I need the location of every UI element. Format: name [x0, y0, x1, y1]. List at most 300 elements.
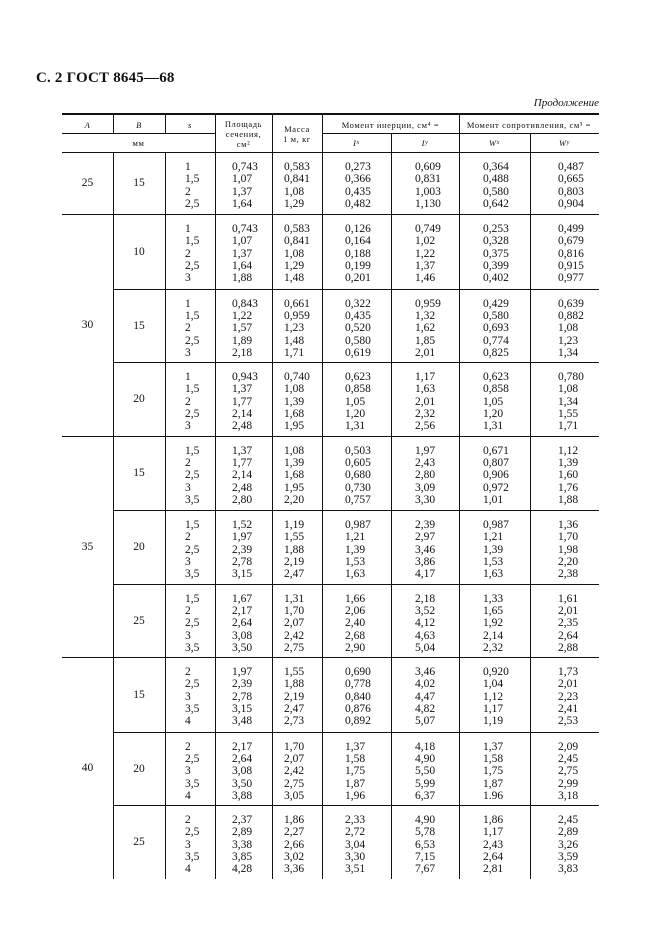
cell-value: 3,5 [185, 568, 200, 581]
header-area-label: Площадь сечения, [224, 118, 263, 139]
cell-value: 1,37 [345, 740, 366, 753]
cell-value: 5,04 [415, 641, 436, 654]
cell-wx [459, 658, 530, 732]
cell-value: 1,97 [232, 666, 253, 679]
cell-value: 1,36 [558, 519, 579, 532]
cell-value: 1,39 [345, 543, 366, 556]
cell-value: 1,95 [284, 420, 305, 433]
cell-value: 4 [185, 715, 191, 728]
cell-value: 3 [185, 272, 191, 285]
cell-value: 2,07 [284, 752, 305, 765]
cell-value: 2 [185, 247, 191, 260]
cell-value: 3 [185, 556, 191, 569]
cell-value: 0,503 [345, 444, 371, 457]
cell-ix [322, 215, 391, 289]
cell-value: 2,5 [185, 197, 200, 210]
cell-ix [322, 363, 391, 436]
cell-value: 2,06 [345, 604, 366, 617]
cell-wx [459, 153, 530, 214]
cell-value: 0,680 [345, 469, 371, 482]
table-row [113, 362, 599, 436]
cell-wy [530, 733, 599, 806]
cell-ix [322, 585, 391, 658]
cell-s [165, 658, 215, 732]
cell-value: 2,01 [558, 678, 579, 691]
cell-value: 0,665 [558, 173, 584, 186]
cell-value: 0,892 [345, 715, 371, 728]
cell-value: 0,858 [345, 383, 371, 396]
cell-value: 1,17 [483, 703, 504, 716]
cell-iy [391, 363, 459, 436]
cell-value: 1,12 [558, 444, 579, 457]
cell-value: 2,5 [185, 408, 200, 421]
cell-value: 1,75 [483, 765, 504, 778]
cell-value: 1,60 [558, 469, 579, 482]
cell-value: 2,42 [284, 765, 305, 778]
cell-value: 1,52 [232, 519, 253, 532]
header-wy: W y [559, 138, 570, 148]
cell-value: 0,487 [558, 161, 584, 173]
cell-value: 0,803 [558, 185, 584, 198]
cell-value: 0,661 [284, 297, 310, 310]
cell-a: 35 [81, 540, 94, 553]
cell-value: 0,757 [345, 493, 371, 506]
cell-value: 2,5 [185, 260, 200, 273]
cell-wy [530, 585, 599, 658]
header-area [215, 115, 272, 152]
cell-mass [272, 215, 322, 289]
cell-value: 1,88 [284, 678, 305, 691]
cell-value: 0,201 [345, 272, 371, 285]
cell-value: 1,76 [558, 481, 579, 494]
cell-value: 1,53 [483, 556, 504, 569]
cell-area [215, 153, 272, 214]
cell-b: 20 [133, 541, 145, 554]
cell-iy [391, 806, 459, 879]
cell-value: 1,85 [415, 334, 436, 347]
cell-value: 1,64 [232, 260, 253, 273]
cell-mass [272, 153, 322, 214]
cell-value: 1,17 [483, 826, 504, 839]
cell-value: 1,32 [415, 309, 436, 322]
cell-value: 1,08 [284, 444, 305, 457]
cell-value: 0,583 [284, 223, 310, 236]
cell-area [215, 658, 272, 732]
cell-value: 2,17 [232, 604, 253, 617]
cell-wx [459, 437, 530, 511]
cell-value: 2,5 [185, 334, 200, 347]
cell-value: 3,30 [415, 493, 436, 506]
cell-value: 2,23 [558, 690, 579, 703]
cell-value: 3,38 [232, 838, 253, 851]
cell-value: 1,29 [284, 260, 305, 273]
cell-wy [530, 363, 599, 436]
cell-s [165, 290, 215, 363]
cell-value: 1,29 [284, 197, 305, 210]
cell-mass [272, 733, 322, 806]
cell-value: 0,876 [345, 703, 371, 716]
cell-value: 1,5 [185, 173, 200, 186]
cell-value: 2 [185, 814, 191, 827]
table-group-a [62, 214, 599, 436]
cell-value: 1,34 [558, 346, 579, 359]
cell-value: 4,02 [415, 678, 436, 691]
cell-value: 3,18 [558, 789, 579, 802]
cell-iy [391, 290, 459, 363]
cell-value: 2,09 [558, 740, 579, 753]
cell-value: 1,66 [345, 592, 366, 605]
cell-value: 2,14 [232, 469, 253, 482]
cell-value: 2,80 [232, 493, 253, 506]
cell-value: 1,61 [558, 592, 579, 605]
cell-value: 3,48 [232, 715, 253, 728]
cell-value: 0,580 [345, 334, 371, 347]
profile-table [62, 113, 599, 879]
cell-value: 0,841 [284, 235, 310, 248]
page-header: С. 2 ГОСТ 8645—68 [36, 70, 175, 86]
cell-value: 2,32 [483, 641, 504, 654]
table-group-a [62, 657, 599, 879]
cell-value: 0,253 [483, 223, 509, 236]
table-group-a [62, 153, 599, 214]
cell-value: 2,35 [558, 617, 579, 630]
cell-value: 1,48 [284, 334, 305, 347]
cell-value: 4,90 [415, 752, 436, 765]
cell-value: 2 [185, 740, 191, 753]
cell-value: 2,38 [558, 568, 579, 581]
cell-value: 2,14 [232, 408, 253, 421]
cell-value: 0,841 [284, 173, 310, 186]
cell-value: 2,68 [345, 629, 366, 642]
cell-value: 2,27 [284, 826, 305, 839]
cell-value: 4,90 [415, 814, 436, 827]
cell-value: 0,987 [483, 519, 509, 532]
cell-value: 1,63 [345, 568, 366, 581]
cell-value: 1,58 [483, 752, 504, 765]
table-row [113, 732, 599, 806]
cell-value: 0,164 [345, 235, 371, 248]
cell-value: 1,08 [284, 185, 305, 198]
cell-value: 0,273 [345, 161, 371, 173]
cell-value: 1,07 [232, 173, 253, 186]
cell-value: 0,743 [232, 223, 258, 236]
header-resistance: Момент сопротивления, см³ = [466, 119, 592, 130]
cell-value: 1,39 [483, 543, 504, 556]
cell-value: 0,693 [483, 322, 509, 335]
cell-value: 0,429 [483, 297, 509, 310]
cell-ix [322, 806, 391, 879]
cell-value: 0,904 [558, 197, 584, 210]
cell-value: 7,15 [415, 851, 436, 864]
cell-value: 1,88 [558, 493, 579, 506]
cell-value: 1,33 [483, 592, 504, 605]
cell-value: 0,959 [284, 309, 310, 322]
cell-wy [530, 511, 599, 584]
cell-value: 5,07 [415, 715, 436, 728]
cell-value: 1,19 [483, 715, 504, 728]
cell-value: 0,499 [558, 223, 584, 236]
cell-value: 0,749 [415, 223, 441, 236]
cell-value: 3 [185, 481, 191, 494]
cell-mass [272, 290, 322, 363]
cell-value: 0,679 [558, 235, 584, 248]
cell-value: 1,22 [415, 247, 436, 260]
cell-value: 1,73 [558, 666, 579, 679]
cell-value: 3,52 [415, 604, 436, 617]
cell-value: 3,88 [232, 789, 253, 802]
cell-ix [322, 437, 391, 511]
cell-wx [459, 806, 530, 879]
cell-value: 1,53 [345, 556, 366, 569]
cell-value: 1,64 [232, 197, 253, 210]
cell-value: 4,47 [415, 690, 436, 703]
cell-value: 1,55 [558, 408, 579, 421]
cell-mass [272, 806, 322, 879]
cell-value: 3,51 [345, 863, 366, 876]
cell-value: 1,97 [232, 531, 253, 544]
cell-value: 3 [185, 346, 191, 359]
cell-value: 0,840 [345, 690, 371, 703]
cell-s [165, 806, 215, 879]
cell-value: 0,730 [345, 481, 371, 494]
cell-value: 3,46 [415, 543, 436, 556]
cell-value: 2,5 [185, 617, 200, 630]
cell-value: 1,37 [232, 444, 253, 457]
cell-wx [459, 511, 530, 584]
cell-value: 2 [185, 604, 191, 617]
cell-iy [391, 153, 459, 214]
cell-value: 1,95 [284, 481, 305, 494]
table-row [113, 153, 599, 214]
table-row [113, 437, 599, 511]
cell-value: 2,48 [232, 481, 253, 494]
cell-value: 1 [185, 371, 191, 384]
cell-s [165, 511, 215, 584]
cell-value: 1,31 [345, 420, 366, 433]
cell-value: 1,01 [483, 493, 504, 506]
cell-area [215, 290, 272, 363]
cell-wx [459, 215, 530, 289]
cell-b: 20 [133, 393, 145, 406]
cell-value: 4,82 [415, 703, 436, 716]
cell-value: 0,188 [345, 247, 371, 260]
cell-mass [272, 585, 322, 658]
cell-value: 1,17 [415, 371, 436, 384]
cell-iy [391, 215, 459, 289]
cell-value: 3,5 [185, 641, 200, 654]
cell-s [165, 733, 215, 806]
cell-mass [272, 363, 322, 436]
header-b: B [136, 119, 142, 130]
table-row [113, 289, 599, 363]
cell-value: 2,43 [483, 838, 504, 851]
cell-value: 0,825 [483, 346, 509, 359]
cell-s [165, 363, 215, 436]
header-iy: I y [421, 138, 429, 148]
cell-area [215, 511, 272, 584]
cell-value: 0,987 [345, 519, 371, 532]
cell-value: 1,70 [284, 740, 305, 753]
cell-value: 2,14 [483, 629, 504, 642]
table-row [113, 510, 599, 584]
cell-wy [530, 658, 599, 732]
cell-value: 1,5 [185, 519, 200, 532]
cell-value: 3 [185, 838, 191, 851]
cell-value: 3,85 [232, 851, 253, 864]
cell-value: 3,05 [284, 789, 305, 802]
cell-value: 2,64 [483, 851, 504, 864]
cell-ix [322, 511, 391, 584]
cell-wy [530, 437, 599, 511]
cell-value: 2,45 [558, 752, 579, 765]
cell-value: 3 [185, 629, 191, 642]
cell-value: 3,83 [558, 863, 579, 876]
cell-value: 2,43 [415, 456, 436, 469]
cell-area [215, 733, 272, 806]
cell-value: 0,366 [345, 173, 371, 186]
cell-value: 1,48 [284, 272, 305, 285]
cell-value: 1,58 [345, 752, 366, 765]
cell-value: 3,08 [232, 629, 253, 642]
cell-value: 1,46 [415, 272, 436, 285]
cell-value: 0,199 [345, 260, 371, 273]
cell-value: 2,39 [232, 678, 253, 691]
cell-value: 2,33 [345, 814, 366, 827]
cell-value: 2,90 [345, 641, 366, 654]
cell-value: 2,19 [284, 690, 305, 703]
cell-value: 1,97 [415, 444, 436, 457]
cell-b: 25 [133, 836, 145, 849]
table-row [113, 658, 599, 732]
cell-a: 40 [81, 762, 94, 775]
table-group-a [62, 436, 599, 658]
cell-value: 1,20 [483, 408, 504, 421]
cell-value: 2,01 [415, 395, 436, 408]
cell-wy [530, 806, 599, 879]
cell-wx [459, 363, 530, 436]
cell-area [215, 363, 272, 436]
cell-value: 0,435 [345, 185, 371, 198]
table-row [113, 215, 599, 289]
cell-b: 25 [133, 614, 145, 627]
cell-wy [530, 153, 599, 214]
cell-value: 2,40 [345, 617, 366, 630]
cell-value: 1,63 [483, 568, 504, 581]
cell-value: 0,858 [483, 383, 509, 396]
cell-value: 2,32 [415, 408, 436, 421]
cell-value: 2,89 [558, 826, 579, 839]
cell-iy [391, 437, 459, 511]
cell-wy [530, 290, 599, 363]
cell-value: 2,47 [284, 568, 305, 581]
cell-value: 1,39 [284, 395, 305, 408]
cell-value: 2,47 [284, 703, 305, 716]
cell-value: 0,671 [483, 444, 509, 457]
cell-value: 1,86 [284, 814, 305, 827]
cell-value: 1,003 [415, 185, 441, 198]
cell-value: 1,37 [232, 185, 253, 198]
cell-value: 0,915 [558, 260, 584, 273]
cell-value: 2,20 [558, 556, 579, 569]
cell-value: 0,322 [345, 297, 371, 310]
cell-value: 2,01 [558, 604, 579, 617]
cell-value: 7,67 [415, 863, 436, 876]
cell-value: 2,88 [558, 641, 579, 654]
cell-value: 3 [185, 690, 191, 703]
cell-value: 0,780 [558, 371, 584, 384]
cell-value: 0,580 [483, 309, 509, 322]
cell-value: 1,08 [284, 383, 305, 396]
cell-value: 1,71 [284, 346, 305, 359]
cell-value: 3,36 [284, 863, 305, 876]
header-mass-unit: 1 м, кг [283, 133, 311, 144]
cell-value: 4 [185, 863, 191, 876]
cell-value: 0,943 [232, 371, 258, 384]
cell-value: 2,19 [284, 556, 305, 569]
cell-value: 0,920 [483, 666, 509, 679]
cell-value: 2,64 [232, 617, 253, 630]
cell-wx [459, 585, 530, 658]
cell-value: 3,26 [558, 838, 579, 851]
cell-value: 1 [185, 223, 191, 236]
cell-value: 1.96 [483, 789, 504, 802]
cell-value: 0,906 [483, 469, 509, 482]
cell-value: 1,07 [232, 235, 253, 248]
cell-value: 1,04 [483, 678, 504, 691]
cell-value: 5,50 [415, 765, 436, 778]
cell-value: 2 [185, 456, 191, 469]
cell-value: 2,18 [415, 592, 436, 605]
cell-value: 1,37 [415, 260, 436, 273]
cell-b: 15 [133, 177, 145, 190]
cell-value: 1,21 [345, 531, 366, 544]
cell-value: 0,690 [345, 666, 371, 679]
cell-value: 2,78 [232, 556, 253, 569]
cell-value: 1,87 [483, 777, 504, 790]
cell-value: 1,65 [483, 604, 504, 617]
cell-value: 3,46 [415, 666, 436, 679]
cell-iy [391, 511, 459, 584]
cell-value: 1,12 [483, 690, 504, 703]
cell-value: 2,89 [232, 826, 253, 839]
cell-value: 2,37 [232, 814, 253, 827]
cell-wx [459, 290, 530, 363]
cell-value: 0,399 [483, 260, 509, 273]
cell-value: 0,364 [483, 161, 509, 173]
cell-value: 3,59 [558, 851, 579, 864]
cell-value: 0,623 [483, 371, 509, 384]
cell-s [165, 215, 215, 289]
cell-value: 2,66 [284, 838, 305, 851]
cell-value: 1,39 [284, 456, 305, 469]
cell-value: 0,328 [483, 235, 509, 248]
cell-value: 2 [185, 666, 191, 679]
cell-value: 3,86 [415, 556, 436, 569]
cell-value: 1,19 [284, 519, 305, 532]
cell-b: 15 [133, 467, 145, 480]
cell-ix [322, 658, 391, 732]
cell-value: 1,39 [558, 456, 579, 469]
cell-value: 4,18 [415, 740, 436, 753]
cell-value: 2,75 [284, 777, 305, 790]
cell-value: 1,71 [558, 420, 579, 433]
cell-area [215, 437, 272, 511]
cell-value: 4 [185, 789, 191, 802]
cell-ix [322, 153, 391, 214]
header-s: s [188, 119, 192, 130]
cell-value: 3,5 [185, 777, 200, 790]
cell-value: 1 [185, 297, 191, 310]
